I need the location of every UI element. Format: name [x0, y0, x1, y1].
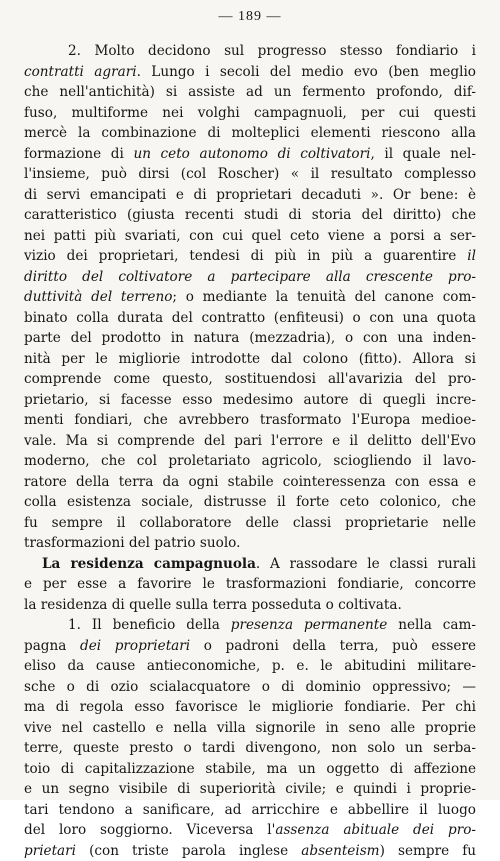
- text-segment: ma di regola esso favorisce le migliorie fondiarie. Per chi: [24, 699, 476, 715]
- text-segment: fuso, multiforme nei volghi campagnuoli, per cui questi: [24, 105, 476, 121]
- text-segment: 2. Molto decidono sul progresso stesso fondiario i: [68, 43, 476, 59]
- text-segment: nella cam-: [387, 617, 476, 633]
- text-segment: mercè la combinazione di molteplici elementi riesconо alla: [24, 125, 476, 141]
- text-segment: o padroni della terra, può essere: [190, 638, 476, 654]
- page-number: — 189 —: [0, 9, 500, 25]
- text-line: [24, 677, 476, 698]
- text-line: [24, 841, 476, 861]
- body-text: [24, 41, 476, 861]
- text-line: [24, 533, 476, 554]
- text-segment: vale. Ma si comprende del pari l'errore e il delitto dell'Evo: [24, 433, 476, 449]
- italic-text: assenza abituale dei pro-: [275, 822, 476, 838]
- text-segment: menti fondiari, che avrebbero trasformato l'Europa medioe-: [24, 412, 476, 428]
- text-line: [24, 349, 476, 370]
- text-segment: formazione di: [24, 146, 133, 162]
- text-segment: comprende come questo, sostituendosi all'avarizia del pro-: [24, 371, 476, 387]
- text-line: [24, 41, 476, 62]
- text-line: [24, 472, 476, 493]
- text-line: [24, 308, 476, 329]
- text-segment: sche o di ozio scialacquatore o di dominio oppressivo; —: [24, 679, 476, 695]
- text-segment: caratteristico (giusta recenti studi di storia del diritto) che: [24, 207, 476, 223]
- text-segment: . Lungo i secoli del medio evo (ben meglio: [137, 64, 476, 80]
- text-segment: pagna: [24, 638, 80, 654]
- text-segment: (con triste parola inglese: [76, 843, 301, 859]
- text-line: [24, 513, 476, 534]
- text-segment: parte del prodotto in natura (mezzadria), o con una inden-: [24, 330, 476, 346]
- text-line: [24, 738, 476, 759]
- text-line: [24, 205, 476, 226]
- text-line: [24, 267, 476, 288]
- text-segment: del loro soggiorno. Viceversa l': [24, 822, 275, 838]
- text-line: [24, 800, 476, 821]
- text-segment: nità per le migliorie introdotte dal colono (fitto). Allora si: [24, 351, 476, 367]
- text-segment: moderno, che col proletariato agricolo, sciogliendo il lavo-: [24, 453, 476, 469]
- italic-text: il: [467, 248, 476, 264]
- text-segment: la residenza di quelle sulla terra posseduta o coltivata.: [24, 597, 402, 613]
- italic-text: prietari: [24, 843, 76, 859]
- text-line: [24, 226, 476, 247]
- text-line: [24, 328, 476, 349]
- text-line: [24, 103, 476, 124]
- text-segment: colla esistenza sociale, distrusse il forte ceto colonico, che: [24, 494, 476, 510]
- italic-text: un ceto autonomo di coltivatori: [133, 146, 370, 162]
- text-line: [24, 185, 476, 206]
- bold-heading: La residenza campagnuola: [42, 556, 256, 572]
- text-segment: tari tendono a sanificare, ad arricchire e abbellire il luogo: [24, 802, 476, 818]
- text-line: [24, 246, 476, 267]
- italic-text: dei proprietari: [80, 638, 190, 654]
- text-line: [24, 574, 476, 595]
- text-segment: vizio dei proprietari, tendesi di più in più a guarentire: [24, 248, 467, 264]
- italic-text: absenteism: [301, 843, 379, 859]
- text-segment: e per esse a favorire le trasformazioni fondiarie, concorre: [24, 576, 476, 592]
- text-line: [24, 759, 476, 780]
- text-segment: ratore della terra da ogni stabile cointeressenza con essa e: [24, 474, 476, 490]
- text-line: [24, 697, 476, 718]
- text-line: [24, 554, 476, 575]
- text-segment: toio di capitalizzazione stabile, ma un oggetto di affezione: [24, 761, 476, 777]
- text-segment: l'insieme, può dirsi (col Roscher) « il resultato complesso: [24, 166, 476, 182]
- text-segment: nei patti più svariati, con cui quel ceto viene a porsi a ser-: [24, 228, 476, 244]
- text-segment: terre, queste presto o tardi divengono, non solo un serba-: [24, 740, 476, 756]
- text-line: [24, 492, 476, 513]
- text-line: [24, 451, 476, 472]
- text-segment: di servi emancipati e di proprietari decaduti ». Or bene: è: [24, 187, 476, 203]
- text-line: [24, 390, 476, 411]
- text-line: [24, 595, 476, 616]
- text-line: [24, 164, 476, 185]
- text-line: [24, 144, 476, 165]
- text-line: [24, 779, 476, 800]
- text-line: [24, 656, 476, 677]
- text-segment: ) sempre fu: [380, 843, 476, 859]
- text-line: [24, 369, 476, 390]
- text-line: [24, 287, 476, 308]
- italic-text: contratti agrari: [24, 64, 137, 80]
- italic-text: duttività del terreno: [24, 289, 172, 305]
- text-segment: eliso da cause antieconomiche, p. e. le abitudini militare-: [24, 658, 476, 674]
- text-line: [24, 123, 476, 144]
- text-segment: . A rassodare le classi rurali: [256, 556, 476, 572]
- italic-text: diritto del coltivatore a partecipare alla crescente pro-: [24, 269, 476, 285]
- text-line: [24, 820, 476, 841]
- text-line: [24, 718, 476, 739]
- text-line: [24, 82, 476, 103]
- text-line: [24, 62, 476, 83]
- italic-text: presenza permanente: [231, 617, 388, 633]
- text-segment: e un segno visibile di superiorità civile; e quindi i proprie-: [24, 781, 476, 797]
- text-segment: prietario, si facesse esso medesimo autore di quegli incre-: [24, 392, 476, 408]
- text-segment: ; o mediante la tenuità del canone com-: [172, 289, 476, 305]
- text-segment: , il quale nel-: [370, 146, 476, 162]
- text-segment: trasformazioni del patrio suolo.: [24, 535, 240, 551]
- text-segment: binato colla durata del contratto (enfiteusi) o con una quota: [24, 310, 476, 326]
- text-line: [24, 410, 476, 431]
- text-segment: che nell'antichità) si assiste ad un fermento profondo, dif-: [24, 84, 476, 100]
- text-line: [24, 431, 476, 452]
- text-segment: fu sempre il collaboratore delle classi proprietarie nelle: [24, 515, 476, 531]
- text-line: [24, 636, 476, 657]
- text-line: [24, 615, 476, 636]
- text-segment: vive nel castello e nella villa signorile in seno alle proprie: [24, 720, 476, 736]
- text-segment: 1. Il beneficio della: [68, 617, 231, 633]
